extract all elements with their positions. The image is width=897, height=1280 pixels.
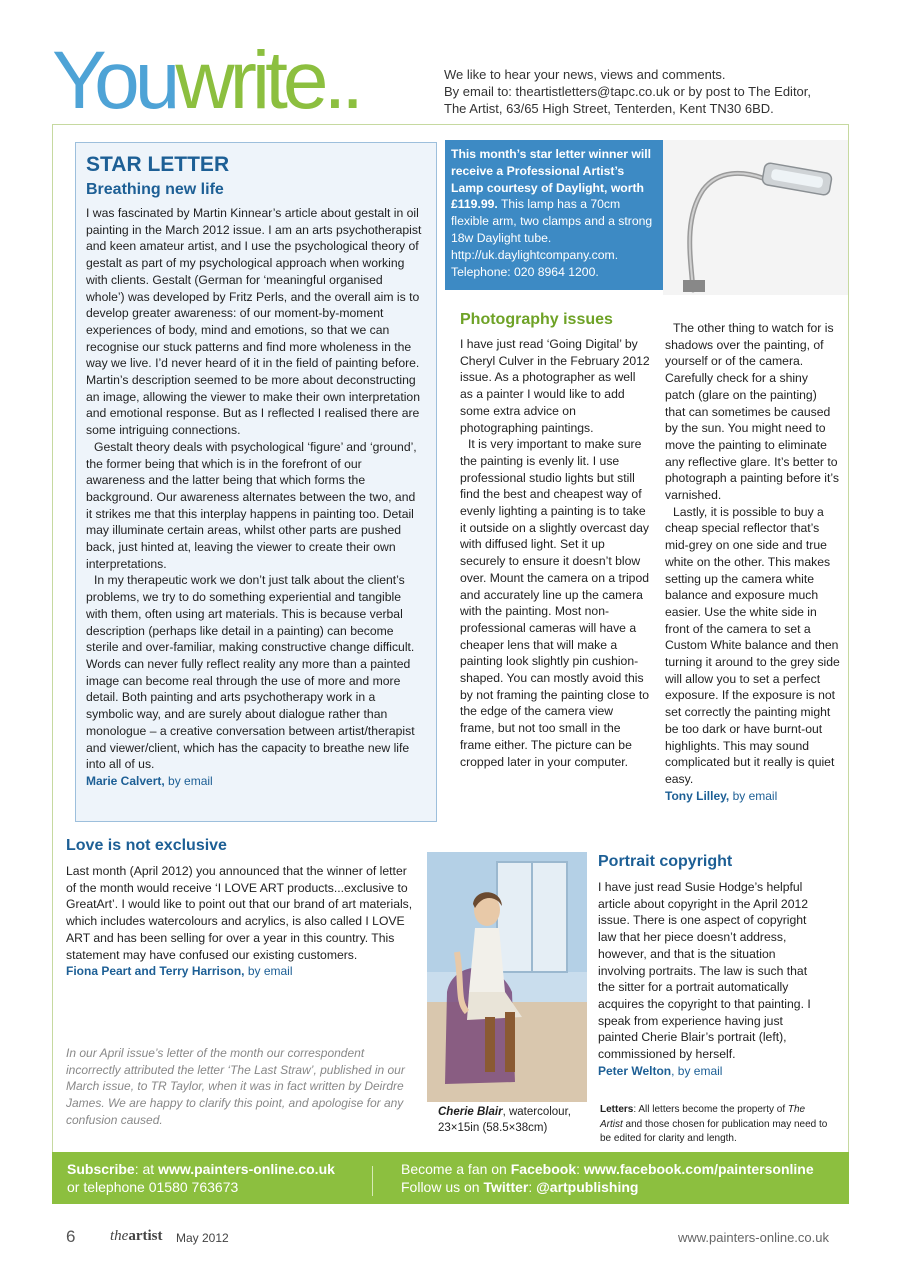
- caption-details: , watercolour, 23×15in (58.5×38cm): [438, 1106, 571, 1134]
- magazine-name: The Artist: [600, 1104, 806, 1130]
- footer-site-link[interactable]: www.painters-online.co.uk: [677, 1230, 829, 1245]
- logo-the: the: [110, 1228, 129, 1244]
- paragraph: Last month (April 2012) you announced that the winner of letter of the month would receive ‘I LOVE ART products...exclusive to GreatArt’. I would like to point out that our brand of art materials, which includes watercolours and acrylics, is also called I LOVE ART and has been selling for over a year in this country. This statement may have confused our existing customers.: [66, 864, 413, 962]
- facebook-label: Facebook: [510, 1161, 577, 1177]
- author: Tony Lilley,: [665, 788, 730, 803]
- letters-text: and those chosen for publication may need to be edited for clarity and length.: [600, 1118, 828, 1144]
- logo-artist: artist: [128, 1228, 163, 1244]
- twitter-link[interactable]: @artpublishing: [536, 1179, 639, 1195]
- prize-bold: This month’s star letter winner will receive a Professional Artist’s Lamp courtesy of Daylight, worth £119.99.: [451, 147, 651, 212]
- fan-text: Become a fan on: [401, 1161, 511, 1177]
- title-write: write..: [175, 35, 360, 126]
- subscribe-phone: or telephone 01580 763673: [67, 1179, 239, 1195]
- via: by email: [164, 773, 213, 788]
- paragraph: I have just read ‘Going Digital’ by Cheryl Culver in the February 2012 issue. As a photographer as well as a painter I would like to add some extra advice on photographing paintings.: [460, 337, 650, 435]
- intro-line: By email to: theartistletters@tapc.co.uk or by post to The Editor,: [444, 84, 812, 99]
- facebook-link[interactable]: www.facebook.com/paintersonline: [583, 1161, 814, 1177]
- header-intro: [444, 66, 864, 117]
- prize-text: This lamp has a 70cm flexible arm, two clamps and a strong 18w Daylight tube. http://uk.daylightcompany.com. Telephone: 020 8964 1200.: [451, 197, 653, 279]
- signature: [598, 1063, 823, 1079]
- letters-policy: [600, 1103, 830, 1147]
- letters-text: : All letters become the property of: [633, 1104, 788, 1115]
- correction-note: In our April issue’s letter of the month our correspondent incorrectly attributed the letter ‘The Last Straw’, published in our March issue, to TR Taylor, when it was in fact written by Deirdre James. We are happy to clarify this point, and apologise for any confusion caused.: [66, 1046, 405, 1127]
- paragraph: Lastly, it is possible to buy a cheap special reflector that’s mid-grey on one side and true white on the other. This makes setting up the camera white balance and exposure much easier. Use the white side in front of the camera to set a Custom White balance and then turning it around to the grey side will allow you to set a perfect exposure. If the exposure is not set correctly the painting might be too dark or have burnt-out highlights. This may sound complicated but it really is quiet easy.: [665, 504, 840, 786]
- author: Fiona Peart and Terry Harrison,: [66, 964, 245, 979]
- caption-title: Cherie Blair: [438, 1106, 503, 1118]
- subscribe-label: Subscribe: [67, 1161, 135, 1177]
- photography-column-2: [665, 320, 840, 804]
- via: by email: [729, 788, 778, 803]
- star-letter-box: [75, 142, 437, 822]
- portrait-letter: [598, 879, 823, 1079]
- author: Peter Welton: [598, 1063, 672, 1078]
- subscribe-link[interactable]: www.painters-online.co.uk: [158, 1161, 335, 1177]
- painting-caption: [438, 1104, 588, 1136]
- love-letter: [66, 863, 416, 979]
- photography-headline: Photography issues: [460, 311, 613, 328]
- subscribe-at: : at: [134, 1161, 159, 1177]
- lamp-image: [663, 140, 848, 295]
- photography-column-1: [460, 336, 650, 770]
- paragraph: It is very important to make sure the painting is evenly lit. I use professional studio lights but still find the best and cheapest way of evenly lighting a painting is to take it outside on a slightly overcast day with diffused light. Set it up securely to ensure it doesn’t blow over. Mount the camera on a tripod and accurately line up the camera with the painting. Most non-professional cameras will have a cheaper lens that will make a painting look slightly pin cushion-shaped. You can mostly avoid this by not framing the painting close to the edge of the camera view frame, but not too small in the frame either. The picture can be cropped later in your computer.: [460, 437, 650, 769]
- social-block: [401, 1160, 814, 1196]
- star-letter-label: STAR LETTER: [86, 153, 230, 176]
- letters-label: Letters: [600, 1104, 634, 1115]
- colon: :: [528, 1179, 537, 1195]
- intro-line: We like to hear your news, views and comments.: [444, 67, 726, 82]
- divider: [372, 1166, 373, 1196]
- issue-date: May 2012: [176, 1231, 229, 1245]
- colon: :: [576, 1161, 584, 1177]
- paragraph: I have just read Susie Hodge’s helpful article about copyright in the April 2012 issue. There is one aspect of copyright law that her piece doesn’t address, however, and that is the situation involving portraits. The law is such that the sitter for a portrait automatically acquires the copyright to that painting. I speak from experience having just painted Cherie Blair’s portrait (left), commissioned by herself.: [598, 880, 811, 1062]
- magazine-logo: [110, 1228, 162, 1245]
- page-number: 6: [66, 1227, 76, 1246]
- title-you: You: [52, 35, 176, 126]
- signature: [665, 788, 840, 804]
- follow-text: Follow us on: [401, 1179, 484, 1195]
- subscribe-bar: [52, 1152, 849, 1204]
- twitter-label: Twitter: [483, 1179, 529, 1195]
- portrait-painting: [427, 852, 587, 1102]
- paragraph: Gestalt theory deals with psychological ‘figure’ and ‘ground’, the former being that which is in the forefront of our awareness and the latter being that which forms the background. Our awareness alternates between the two, and it strikes me that this interplay happens in painting too. Detail may illuminate certain areas, whilst other parts are pushed back, just hinted at, leaving the viewer to create their own interpretations.: [86, 439, 417, 571]
- paragraph: I was fascinated by Martin Kinnear’s article about gestalt in oil painting in the March 2012 issue. I am an arts psychotherapist and keen amateur artist, and I use the psychological theory of gestalt as part of my psychological approach when working with clients. Gestalt (German for ‘meaningful organised whole’) was developed by Fritz Perls, and the overall aim is to develop greater awareness: of our moment-by-moment experiences of body, mind and emotions, so that we can recognise our stuck patterns and find more wholeness in the way we live. I’d never heard of it in the field of painting before. Martin’s description seemed to be more about deconstructing an image, allowing the viewer to make their own interpretation and emotional response. But as I reflected I realised there are some intriguing connections.: [86, 206, 422, 438]
- signature: [66, 963, 416, 979]
- love-headline: Love is not exclusive: [66, 837, 227, 854]
- paragraph: The other thing to watch for is shadows over the painting, of yourself or of the camera. Carefully check for a shiny patch (glare on the painting) that can sometimes be caused by the sun. You might need to move the painting to eliminate any reflective glare. It’s better to photograph a painting before it’s varnished.: [665, 321, 839, 503]
- subscribe-block: [67, 1160, 335, 1196]
- star-letter-headline: Breathing new life: [86, 181, 224, 198]
- lamp-illustration: [663, 140, 848, 295]
- paragraph: In my therapeutic work we don’t just talk about the client’s problems, we try to do something experiential and tangible with them, often using art materials. This is because verbal description (perhaps like detail in a painting) can become sterile and over-familiar, making constructive change difficult. Words can never fully reflect reality any more than a painted image can become real through the use of more and more detail. Both painting and arts psychotherapy work in a symbolic way, and are surely about dialogue rather than monologue – a creative conversation between artist/therapist and viewer/client, which has the capacity to breathe new life into all of us.: [86, 573, 415, 772]
- signature: [86, 773, 424, 789]
- author: Marie Calvert,: [86, 773, 165, 788]
- prize-box: [445, 140, 663, 290]
- via: , by email: [671, 1063, 723, 1078]
- painting-illustration: [427, 852, 587, 1102]
- intro-line: The Artist, 63/65 High Street, Tenterden, Kent TN30 6BD.: [444, 101, 774, 116]
- via: by email: [244, 964, 293, 979]
- portrait-headline: Portrait copyright: [598, 853, 733, 870]
- page-title: [52, 35, 360, 126]
